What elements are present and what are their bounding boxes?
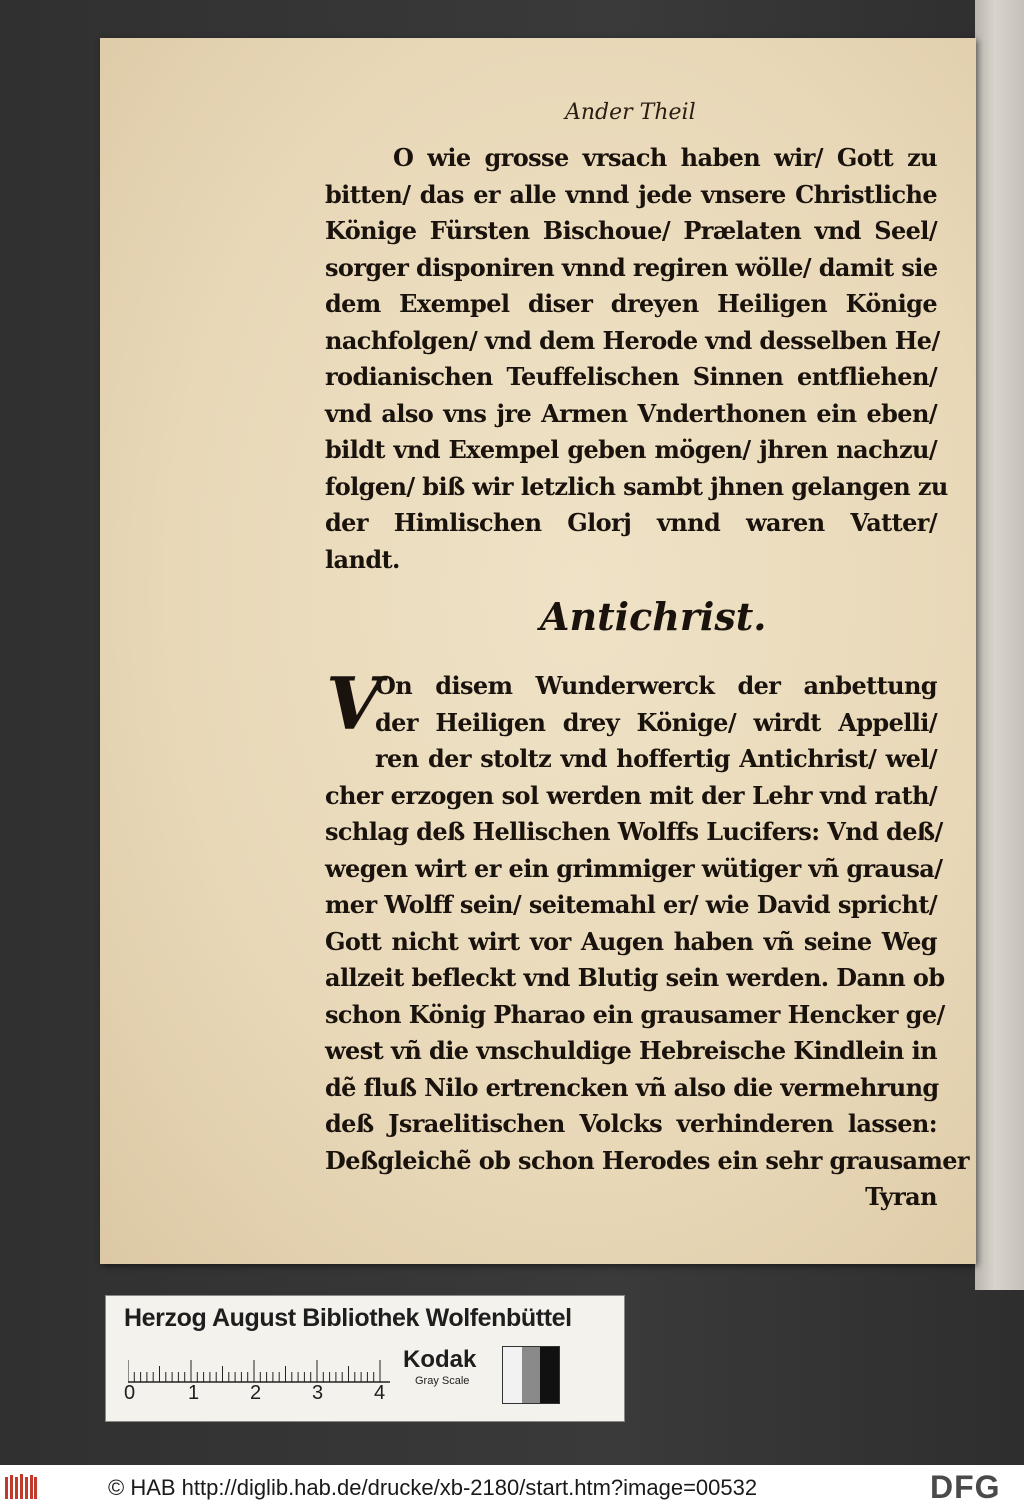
- ruler-number: 4: [374, 1382, 386, 1404]
- catchword: Tyran: [865, 1182, 937, 1211]
- text-line: der Heiligen drey Könige/ wirdt Appelli/: [375, 707, 937, 737]
- copyright-link[interactable]: © HAB http://diglib.hab.de/drucke/xb-2180/start.htm?image=00532: [108, 1475, 758, 1500]
- text-line: bildt vnd Exempel geben mögen/ jhren nachzu/: [325, 435, 937, 464]
- text-line: Deßgleichẽ ob schon Herodes ein sehr grausamer: [325, 1145, 969, 1175]
- paragraph-1: [325, 140, 948, 578]
- text-line: schlag deß Hellischen Wolffs Lucifers: Vnd deß/: [325, 817, 943, 846]
- text-line: Könige Fürsten Bischoue/ Prælaten vnd Seel/: [325, 216, 937, 245]
- text-line: On disem Wunderwerck der anbettung: [375, 671, 937, 700]
- dfg-logo: DFG: [930, 1469, 1001, 1505]
- ruler-number: 0: [124, 1382, 136, 1404]
- ruler-icon: [128, 1344, 398, 1384]
- text-line: vnd also vns jre Armen Vnderthonen ein eben/: [325, 398, 937, 428]
- library-columns-icon: [4, 1473, 38, 1501]
- adjacent-page-edge: [975, 0, 1024, 1290]
- text-line: deß Jsraelitischen Volcks verhinderen lassen:: [325, 1109, 937, 1138]
- gray-scale-caption: Gray Scale: [415, 1375, 470, 1387]
- text-line: dem Exempel diser dreyen Heiligen Könige: [325, 289, 937, 318]
- text-line: dẽ fluß Nilo ertrencken vñ also die vermehrung: [325, 1072, 939, 1102]
- text-line: Gott nicht wirt vor Augen haben vñ seine Weg: [325, 926, 937, 956]
- library-name: Herzog August Bibliothek Wolfenbüttel: [124, 1304, 572, 1332]
- footer-bar: [0, 1465, 1024, 1508]
- ruler-number: 1: [188, 1382, 200, 1404]
- text-line: O wie grosse vrsach haben wir/ Gott zu: [393, 143, 937, 172]
- text-line: der Himlischen Glorj vnnd waren Vatter/: [325, 508, 937, 537]
- swatch-white: [503, 1347, 522, 1403]
- text-line: schon König Pharao ein grausamer Hencker ge/: [325, 999, 945, 1029]
- ruler-number: 3: [312, 1382, 324, 1404]
- paragraph-2: [325, 661, 969, 1216]
- text-line: sorger disponiren vnnd regiren wölle/ damit sie: [325, 252, 938, 282]
- drop-cap: V: [326, 661, 382, 746]
- swatch-gray: [522, 1347, 541, 1403]
- library-scale-label: [105, 1295, 625, 1422]
- text-line: wegen wirt er ein grimmiger wütiger vñ grausa/: [325, 853, 943, 883]
- text-line: rodianischen Teuffelischen Sinnen entfliehen/: [325, 362, 937, 391]
- running-header: Ander Theil: [565, 100, 696, 125]
- text-line: mer Wolff sein/ seitemahl er/ wie David spricht/: [325, 890, 937, 919]
- section-heading: Antichrist.: [540, 594, 767, 639]
- gray-swatches: [502, 1346, 560, 1404]
- text-line: folgen/ biß wir letzlich sambt jhnen gelangen zu: [325, 471, 948, 501]
- text-line: bitten/ das er alle vnnd jede vnsere Christliche: [325, 179, 937, 209]
- ruler-number: 2: [250, 1382, 262, 1404]
- text-line: west vñ die vnschuldige Hebreische Kindlein in: [325, 1036, 937, 1065]
- swatch-black: [540, 1347, 559, 1403]
- text-line: ren der stoltz vnd hoffertig Antichrist/ wel/: [375, 744, 937, 773]
- text-line: nachfolgen/ vnd dem Herode vnd desselben He/: [325, 325, 940, 355]
- kodak-brand: Kodak: [403, 1346, 477, 1373]
- text-line: landt.: [325, 544, 400, 574]
- text-line: allzeit befleckt vnd Blutig sein werden. Dann ob: [325, 963, 945, 992]
- text-line: cher erzogen sol werden mit der Lehr vnd rath/: [325, 780, 937, 810]
